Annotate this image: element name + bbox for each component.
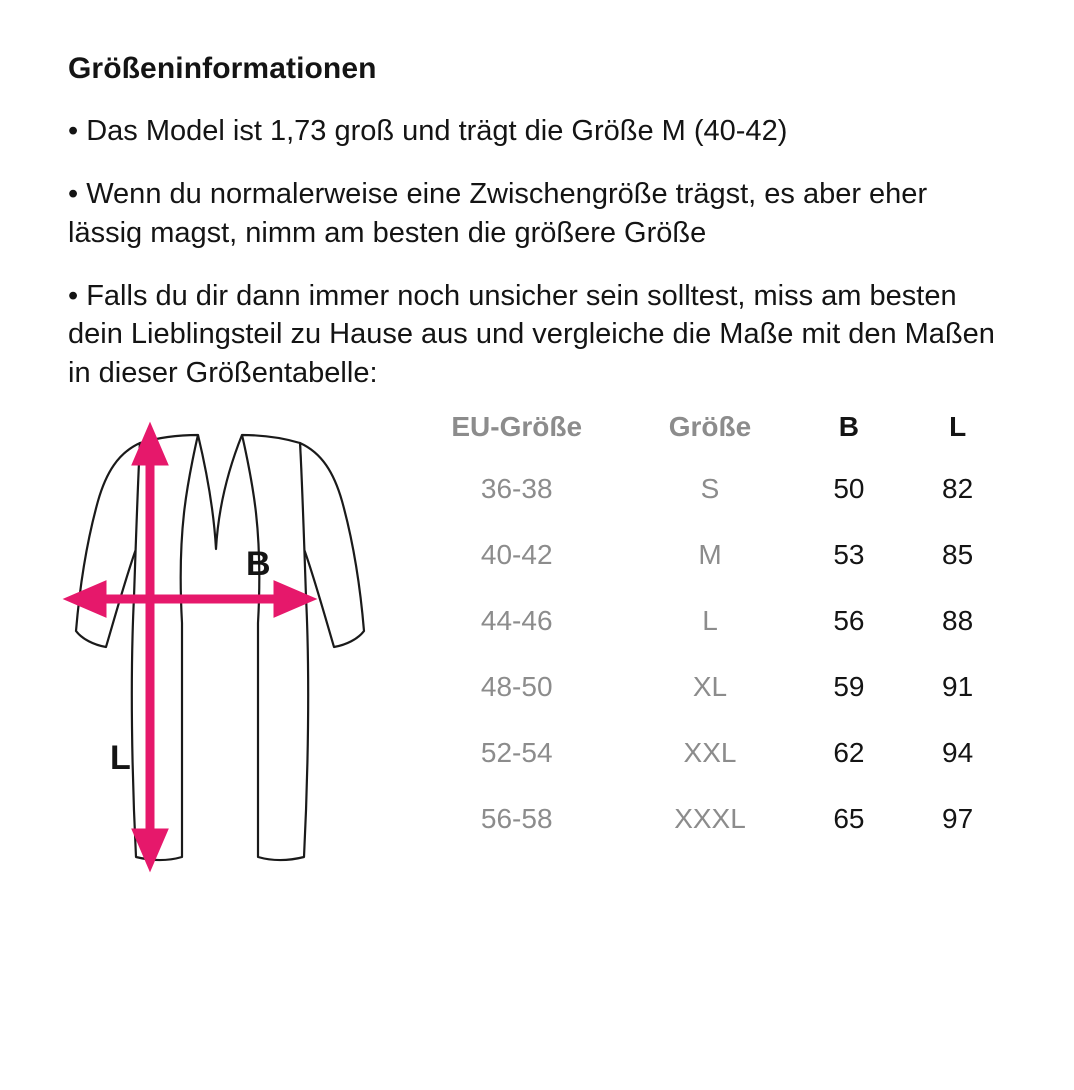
table-row [408,803,1012,869]
cell-size: S [700,473,720,505]
column-header-size: Größe [668,411,752,443]
info-bullet-2: • Wenn du normalerweise eine Zwischengröße trägst, es aber eher lässig magst, nimm am besten die größere Größe [68,177,928,249]
cell-length: 94 [942,737,974,769]
cell-length: 88 [942,605,974,637]
cell-eu-size: 44-46 [480,605,553,637]
info-bullet-1: • Das Model ist 1,73 groß und trägt die Größe M (40-42) [68,115,788,147]
table-row [408,539,1012,605]
column-header-length: L [949,411,967,443]
cell-length: 91 [942,671,974,703]
cell-width: 50 [833,473,865,505]
cell-size: XXL [683,737,737,769]
cell-eu-size: 48-50 [480,671,553,703]
column-header-eu-size: EU-Größe [451,411,583,443]
garment-diagram [48,417,408,897]
cell-width: 65 [833,803,865,835]
info-bullet-3: • Falls du dir dann immer noch unsicher sein solltest, miss am besten dein Lieblingsteil zu Hause aus und vergleiche die Maße mit den Maßen in dieser Größentabelle: [68,279,995,390]
table-row [408,605,1012,671]
cell-width: 62 [833,737,865,769]
cell-size: XL [692,671,728,703]
cell-size: XXXL [674,803,746,835]
cell-length: 85 [942,539,974,571]
width-label: B [246,545,271,584]
cell-width: 53 [833,539,865,571]
cell-length: 82 [942,473,974,505]
table-row [408,671,1012,737]
cardigan-illustration-svg [48,417,408,897]
page-title: Größeninformationen [68,52,377,85]
size-table-container [408,411,1012,869]
cell-eu-size: 52-54 [480,737,553,769]
cell-width: 59 [833,671,865,703]
cell-eu-size: 36-38 [480,473,553,505]
table-header-row [408,411,1012,473]
length-label: L [110,739,131,778]
measurement-section [68,407,1012,897]
cell-size: M [698,539,722,571]
table-row [408,473,1012,539]
column-header-width: B [838,411,860,443]
table-row [408,737,1012,803]
cell-width: 56 [833,605,865,637]
cell-length: 97 [942,803,974,835]
cell-eu-size: 40-42 [480,539,553,571]
cell-size: L [702,605,718,637]
size-table [408,411,1012,869]
cell-eu-size: 56-58 [480,803,553,835]
